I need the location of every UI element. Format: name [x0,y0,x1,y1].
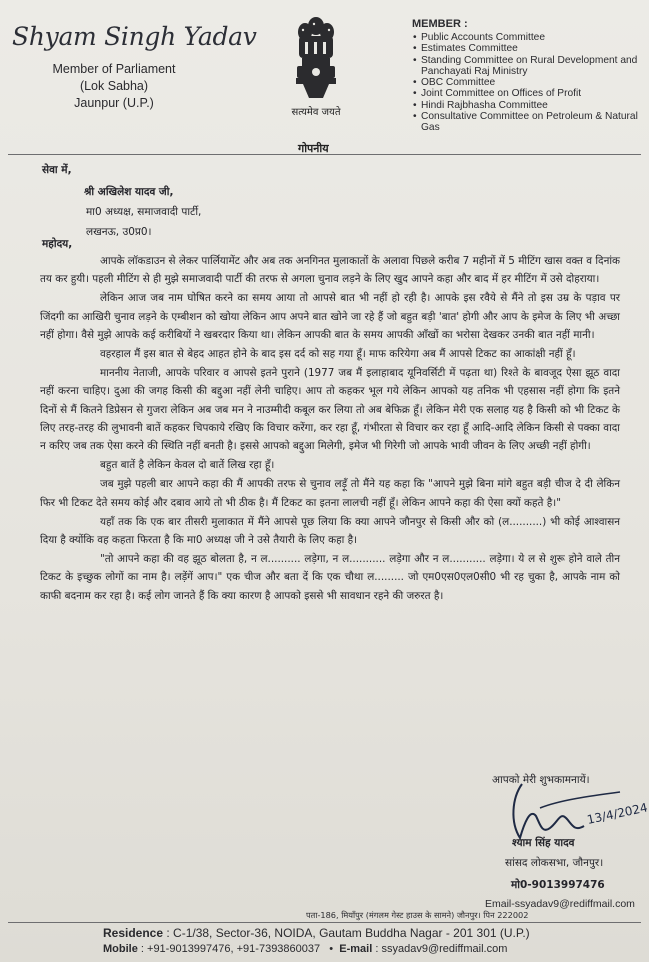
footer-contact: Mobile : +91-9013997476, +91-7393860037 • E-mail : ssyadav9@rediffmail.com [103,943,508,955]
footer-residence [103,926,530,940]
committee-item: • OBC Committee [412,77,646,88]
recipient-city: लखनऊ, उ0प्र0। [86,226,152,238]
body-paragraph: लेकिन आज जब नाम घोषित करने का समय आया तो आपसे बात भी नहीं हो रही है। आपके इस रवैये से मैंने तो इस उम्र के पड़ाव पर जिंदगी का आखिरी चुनाव लड़ने के एम्बीशन को खोया लेकिन आप अपने बात खोने जा रहे हैं जो बहुत बड़ी 'बात' होगी और आप के इमेज के लिए भी अच्छा नहीं होगा। वैसे मुझे आपके कई करीबियों ने खबरदार किया था। लेकिन आपकी बात के समय आपकी आँखों का भरोसा देखकर उनकी बात नहीं मानी। [40,292,620,341]
footer-divider [8,922,641,923]
body-paragraph: यहाँ तक कि एक बार तीसरी मुलाकात में मैंने आपसे पूछ लिया कि क्या आपने जौनपुर से किसी और को (ल..........) भी कोई आश्वासन दिया है क्योंकि वह कहता फिरता है कि मा0 अध्यक्ष जी ने उसे तैयारी के लिए कहा है। [40,515,620,547]
salutation: महोदय, [42,238,73,250]
stamp-address: पता-186, मियाँपुर (मंगलम गेस्ट हाउस के सामने) जौनपुर। पिन 222002 [306,910,529,920]
committee-memberships [412,18,646,134]
lion-capital-icon [293,12,339,102]
closing-line: आपको मेरी शुभकामनायें। [492,774,590,786]
body-paragraph: वहरहाल मैं इस बात से बेहद आहत होने के बाद इस दर्द को सह गया हूँ। माफ करियेगा अब मैं आपसे टिकट का आकांक्षी नहीं हूँ। [100,348,576,361]
committee-item: • Joint Committee on Offices of Profit [412,88,646,99]
body-paragraph: "तो आपने कहा की वह झूठ बोलता है, न ल.......... लड़ेगा, न ल........... लड़ेगा और न ल........... लड़ेगा। ये ल से शुरू होने वाले तीन टिकट के इच्छुक लोगों का नाम है। लड़ेंगें आप।" एक चीज और बता दें कि एक चौथा ल......... जो एम0एस0एल0सी0 भी रह चुका है, आपके नाम को काफी बदनाम कर रहा है। कई लोग जानते हैं कि क्या कारण है आपको इससे भी सावधान रहने की जरुरत है। [40,553,620,602]
signer-email: Email-ssyadav9@rediffmail.com [485,898,635,910]
signer-role: सांसद लोकसभा, जौनपुर। [505,857,604,869]
confidential-label: गोपनीय [298,142,329,155]
body-paragraph: बहुत बातें है लेकिन केवल दो बातें लिख रहा हूँ। [100,459,275,472]
committee-item: • Consultative Committee on Petroleum & Natural Gas [412,111,646,134]
member-title: MEMBER : [412,18,468,30]
signer-name: श्याम सिंह यादव [512,837,575,849]
email-address: : ssyadav9@rediffmail.com [375,943,508,955]
committee-item: • Standing Committee on Rural Development and Panchayati Raj Ministry [412,55,646,78]
signer-mobile: मो0-9013997476 [511,879,605,891]
mobile-numbers: : +91-9013997476, +91-7393860037 [140,943,321,955]
recipient-name: श्री अखिलेश यादव जी, [84,186,174,198]
recipient-title: मा0 अध्यक्ष, समाजवादी पार्टी, [86,206,202,218]
committee-item: • Public Accounts Committee [412,32,646,43]
letter-body [40,252,620,605]
residence-label: Residence [103,926,164,940]
address-to: सेवा में, [42,164,72,176]
body-paragraph: जब मुझे पहली बार आपने कहा की मैं आपकी तरफ से चुनाव लड़ूँ तो मैंने यह कहा कि "आपने मुझे बिना मांगे बहुत बड़ी चीज दे दी लेकिन फिर भी टिकट देते समय कोई और दबाव आये तो भी ठीक है। मैं टिकट का इतना लालची नहीं हूँ। लेकिन आपने कहा की ऐसा क्यों कहते है।" [40,478,620,509]
body-paragraph: आपके लॉकडाउन से लेकर पार्लियामेंट और अब तक अनगिनत मुलाकातों के अलावा पिछले करीब 7 महीनों में 5 मीटिंग खास वक्त व दिनांक तय कर हुयी। पहली मीटिंग से ही मुझे समाजवादी पार्टी की तरफ से अगला चुनाव लड़ने के लिए खुद आपने कहा और बाद में हर मीटिंग में उसे दोहराया। [40,255,621,286]
letterhead-constituency: Jaunpur (U.P.) [74,96,154,110]
letterhead-house: (Lok Sabha) [79,79,149,93]
mobile-label: Mobile [103,943,138,955]
email-label: E-mail [339,943,373,955]
signature-date: 13/4/2024 [585,800,649,827]
committee-list [412,32,646,134]
committee-item: • Estimates Committee [412,43,646,54]
body-paragraph: माननीय नेताजी, आपके परिवार व आपसे इतने पुराने (1977 जब मैं इलाहाबाद यूनिवर्सिटी में पढ़ता था) रिश्ते के बावजूद ऐसा झूठ वादा नहीं करना चाहिए। दुआ की जगह किसी की बद्दुआ नहीं लेनी चाहिए। आप तो कहकर भूल गये लेकिन आपको यह तनिक भी एहसास नहीं होगा कि इतने दिनों से मैं कितने डिप्रेसन से गुजरा लेकिन अब जब मन ने नाउम्मीदी कबूल कर लिया तो अब बेफिक्र हूँ। लेकिन मेरी एक सलाह यह है किसी को भी टिकट के लिए तरह-तरह की लुभावनी बातें कहकर चिपकाये रखिए कि विचार करेंगा, कर रहा हूँ, गंभीरता से विचार कर रहा हूँ आदि-आदि लेकिन किसी से पक्का वादा न करिए जब तक ऐसा करने की स्थिति नहीं बनती है। इससे आपको बद्दुआ मिलेगी, इमेज भी गिरेगी जो आपके भावी जीवन के लिए अच्छी नहीं होगी। [40,367,620,453]
residence-address: : C-1/38, Sector-36, NOIDA, Gautam Buddha Nagar - 201 301 (U.P.) [166,926,530,940]
letterhead-name: Shyam Singh Yadav [12,22,257,51]
header-divider [8,154,641,155]
committee-item: • Hindi Rajbhasha Committee [412,100,646,111]
letterhead-designation: Member of Parliament [52,62,176,76]
letterhead-left [12,22,257,112]
emblem-motto: सत्यमेव जयते [291,107,341,118]
national-emblem [272,12,360,124]
